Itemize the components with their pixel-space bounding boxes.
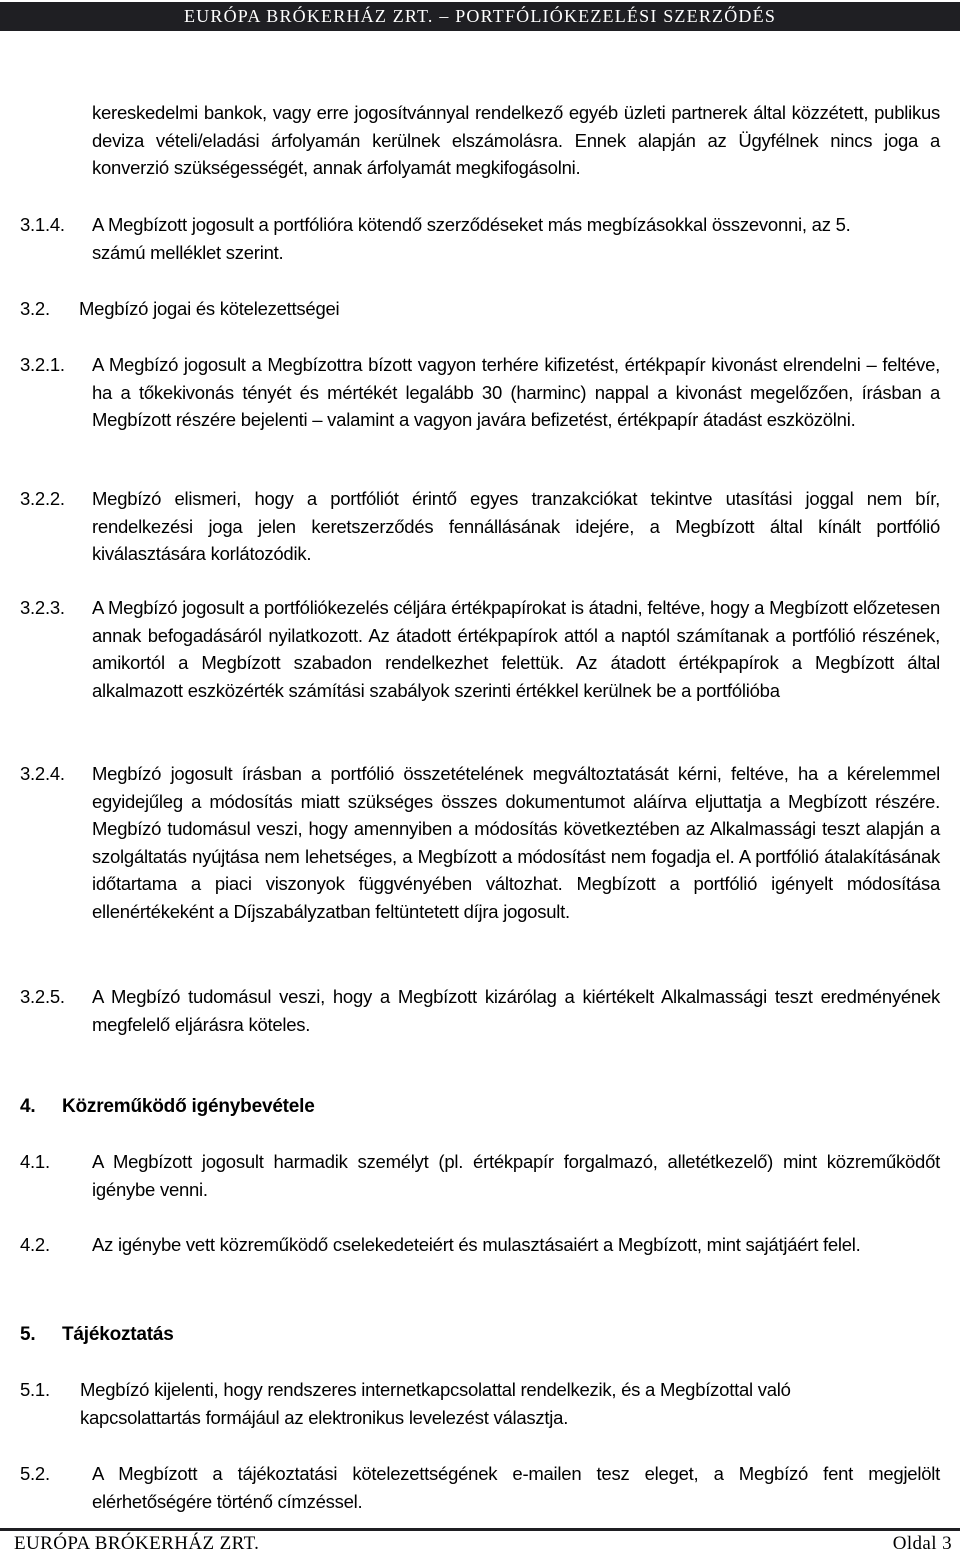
- section-4-2-text: Az igénybe vett közreműködő cselekedeteiért és mulasztásaiért a Megbízott, mint sajátjáért felel.: [92, 1234, 861, 1255]
- section-3-2-number: 3.2.: [20, 298, 50, 319]
- section-3-2-1-text: A Megbízó jogosult a Megbízottra bízott vagyon terhére kifizetést, értékpapír kivonást elrendelni – feltéve, ha a tőkekivonás tényét és mértékét legalább 30 (harminc) nappal a kivonást megelőzően, írásban a Megbízott részére bejelenti – valamint a vagyon javára befizetést, értékpapír átadást eszközölni.: [92, 354, 940, 430]
- section-3-2-5-text: A Megbízó tudomásul veszi, hogy a Megbízott kizárólag a kiértékelt Alkalmassági teszt eredményének megfelelő eljárásra köteles.: [92, 986, 940, 1035]
- section-4-number: 4.: [20, 1096, 36, 1117]
- section-5-2-number: 5.2.: [20, 1463, 50, 1484]
- section-3-1-4-number: 3.1.4.: [20, 214, 65, 235]
- section-4-2-number: 4.2.: [20, 1234, 50, 1255]
- footer-divider: [0, 1528, 960, 1531]
- section-3-2-1-number: 3.2.1.: [20, 354, 65, 375]
- section-5-title: Tájékoztatás: [62, 1324, 174, 1345]
- footer-company: EURÓPA BRÓKERHÁZ ZRT.: [14, 1533, 260, 1554]
- section-3-2-4-number: 3.2.4.: [20, 763, 65, 784]
- section-5-2-text: A Megbízott a tájékoztatási kötelezettségének e-mailen tesz eleget, a Megbízó fent megjelölt elérhetőségére történő címzéssel.: [92, 1463, 940, 1512]
- section-3-2-3-number: 3.2.3.: [20, 597, 65, 618]
- section-4-1-text: A Megbízott jogosult harmadik személyt (pl. értékpapír forgalmazó, alletétkezelő) mint közreműködőt igénybe venni.: [92, 1151, 940, 1200]
- intro-paragraph: kereskedelmi bankok, vagy erre jogosítvánnyal rendelkező egyéb üzleti partnerek által közzétett, publikus deviza vételi/eladási árfolyamán kerülnek elszámolásra. Ennek alapján az Ügyfélnek nincs joga a konverzió szükségességét, annak árfolyamát megkifogásolni.: [92, 102, 940, 178]
- section-3-2-2-text: Megbízó elismeri, hogy a portfóliót érintő egyes tranzakciókat tekintve utasítási joggal nem bír, rendelkezési joga jelen keretszerződés fennállásának idejére, a Megbízott által kínált portfólió kiválasztására korlátozódik.: [92, 488, 940, 564]
- section-5-number: 5.: [20, 1324, 36, 1345]
- section-3-2-5-number: 3.2.5.: [20, 986, 65, 1007]
- section-5-1-number: 5.1.: [20, 1379, 50, 1400]
- section-4-title: Közreműködő igénybevétele: [62, 1096, 315, 1117]
- footer-page-number: Oldal 3: [892, 1533, 952, 1554]
- section-3-2-3-text: A Megbízó jogosult a portfóliókezelés céljára értékpapírokat is átadni, feltéve, hogy a Megbízott előzetesen annak befogadásáról nyilatkozott. Az átadott értékpapírok attól a naptól számítanak a portfólió részének, amikortól a Megbízott szabadon rendelkezhet felettük. Az átadott értékpapírok a Megbízott által alkalmazott eszközérték számítási szabályok szerinti értékkel kerülnek be a portfólióba: [92, 597, 940, 701]
- section-5-1-text: Megbízó kijelenti, hogy rendszeres internetkapcsolattal rendelkezik, és a Megbízottal való kapcsolattartás formájául az elektronikus levelezést választja.: [80, 1379, 791, 1428]
- section-3-2-title: Megbízó jogai és kötelezettségei: [79, 298, 340, 319]
- section-3-2-4-text: Megbízó jogosult írásban a portfólió összetételének megváltoztatását kérni, feltéve, ha a kérelemmel egyidejűleg a módosítás miatt szükséges összes dokumentumot aláírva eljuttatja a Megbízott részére. Megbízó tudomásul veszi, hogy amennyiben a módosítás következtében az Alkalmassági teszt alapján a szolgáltatás nyújtása nem lehetséges, a Megbízott a módosítást nem fogadja el. A portfólió átalakításának időtartama a piaci viszonyok függvényében változhat. Megbízott a portfólió igényelt módosítása ellenértékeként a Díjszabályzatban feltüntetett díjra jogosult.: [92, 763, 940, 922]
- page-header: EURÓPA BRÓKERHÁZ ZRT. – PORTFÓLIÓKEZELÉSI SZERZŐDÉS: [0, 2, 960, 31]
- section-4-1-number: 4.1.: [20, 1151, 50, 1172]
- section-3-1-4-text: A Megbízott jogosult a portfólióra kötendő szerződéseket más megbízásokkal összevonni, az 5. számú melléklet szerint.: [92, 214, 851, 263]
- section-3-2-2-number: 3.2.2.: [20, 488, 65, 509]
